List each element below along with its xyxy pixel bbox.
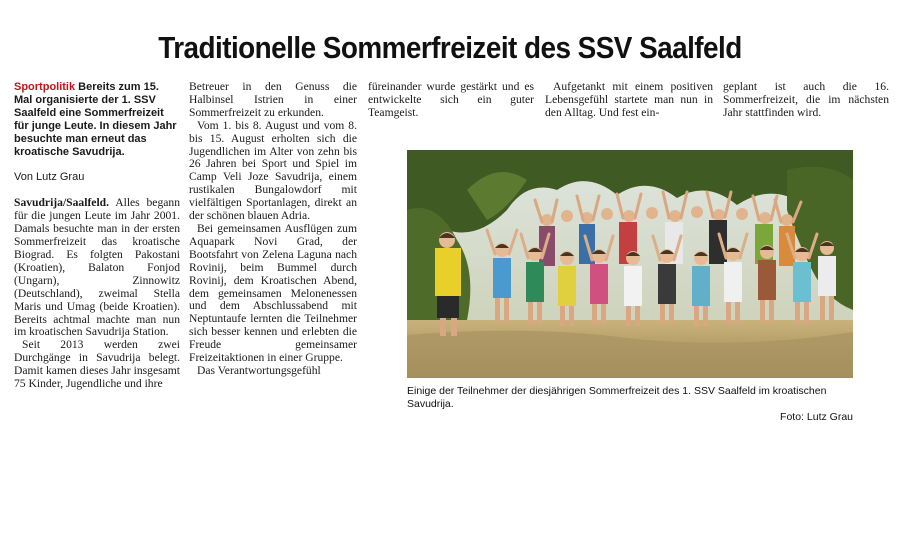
rubric-label[interactable]: Sportpolitik [14,81,76,93]
lead-text: Bereits zum 15. Mal organisierte der 1. SSV Saalfeld eine Sommerfreizeit für junge Leute. In diesem Jahr besuchte man erneut das kroatische Savudrija. [14,81,177,158]
group-photo[interactable] [407,150,853,378]
body-paragraph: Seit 2013 werden zwei Durchgänge in Savudrija belegt. Damit kamen dieses Jahr insgesamt 75 Kinder, Jugendliche und ihre [14,338,180,391]
caption-text: Einige der Teilnehmer der diesjährigen Sommerfreizeit des 1. SSV Saalfeld im kroatischen Savudrija. [407,385,827,410]
article-column-2 [189,81,357,378]
article-column-1 [14,81,180,391]
photo-caption [407,385,853,424]
body-paragraph: Aufgetankt mit einem positiven Lebensgefühl startete man nun in den Alltag. Und fest ein- [545,80,713,119]
article-column-4 [545,81,713,120]
body-paragraph: geplant ist auch die 16. Sommerfreizeit, die im nächsten Jahr stattfinden wird. [723,80,889,119]
group-photo-illustration [407,150,853,378]
body-paragraph [14,197,180,339]
body-text: Alles begann für die jungen Leute im Jahr 2001. Damals besuchte man in der ersten Sommerfreizeit das kroatische Biograd. Es folgten Pakostani (Kroatien), Balaton Fonjod (Ungarn), Zinnowitz (Deutschland), zweimal Stella Maris und Umag (beide Kroatien). Bereits achtmal machte man nun im kroatischen Savudrija Station. [14,196,180,339]
headline: Traditionelle Sommerfreizeit des SSV Saalfeld [158,30,742,65]
article-column-3 [368,81,534,120]
body-paragraph: Betreuer in den Genuss die Halbinsel Istrien in einer Sommerfreizeit zu erkunden. [189,80,357,119]
body-paragraph: Bei gemeinsamen Ausflügen zum Aquapark Novi Grad, der Bootsfahrt von Zelena Laguna nach Rovinij, beim Bummel durch Rovinij, dem Kroatischen Abend, dem gemeinsamen Melonenessen und dem Abschlussabend mit Neptuntaufe lernten die Teilnehmer sich besser kennen und erlebten die Freude gemeinsamer Freizeitaktionen in einer Gruppe. [189,221,357,365]
body-paragraph: Das Verantwortungsgefühl [197,363,321,377]
body-paragraph: Vom 1. bis 8. August und vom 8. bis 15. August erholten sich die Jugendlichen im Alter von zehn bis 26 Jahren bei Sport und Spiel im Camp Veli Joze Savudrija, einem rustikalen Bungalowdorf mit vielfältigen Sportanlagen, direkt an der schönen blauen Adria. [189,118,357,223]
article-column-5 [723,81,889,120]
dateline: Savudrija/Saalfeld. [14,196,110,210]
byline: Von Lutz Grau [14,171,85,184]
lead-paragraph [14,81,180,158]
photo-credit: Foto: Lutz Grau [780,411,853,423]
body-paragraph: füreinander wurde gestärkt und es entwickelte sich ein guter Teamgeist. [368,80,534,119]
